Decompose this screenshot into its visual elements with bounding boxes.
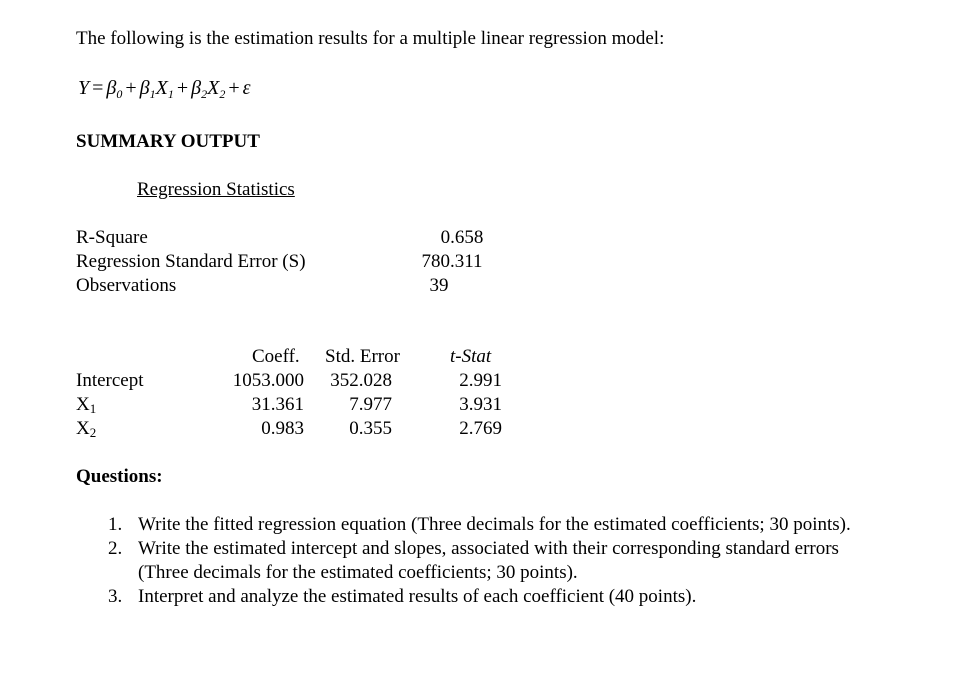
row-label-x1-sub: 1 [89, 401, 97, 416]
question-text: Write the estimated intercept and slopes, associated with their corresponding standard errors (Three decimals for the estimated coefficients; 30 points). [138, 538, 839, 583]
question-number: 2. [108, 538, 123, 559]
header-t-stat: t-Stat [450, 346, 492, 367]
questions-list [108, 513, 868, 609]
stat-label-observations: Observations [76, 275, 177, 296]
stat-value-r-square: 0.658 [440, 227, 484, 248]
eq-beta0-sub: 0 [116, 87, 123, 101]
eq-plus-3: + [228, 77, 240, 99]
question-item [108, 537, 868, 585]
intro-text: The following is the estimation results for a multiple linear regression model: [76, 28, 665, 49]
row-label-x2-sub: 2 [89, 425, 97, 440]
question-item [108, 513, 868, 537]
eq-x1-sub: 1 [167, 87, 174, 101]
eq-epsilon: ε [242, 77, 251, 99]
questions-title: Questions: [76, 466, 163, 487]
regression-statistics-title: Regression Statistics [137, 179, 295, 200]
eq-beta2: β [191, 77, 202, 99]
eq-equals: = [92, 77, 104, 99]
coeff-intercept: 1053.000 [232, 370, 304, 391]
eq-y: Y [78, 77, 90, 99]
row-label-intercept-text: Intercept [76, 370, 144, 391]
t-stat-x1: 3.931 [459, 394, 502, 415]
stat-label-std-error-text: Regression Standard Error (S) [76, 251, 306, 272]
stat-label-std-error [76, 250, 306, 274]
stat-value-observations: 39 [429, 275, 449, 296]
header-std-error: Std. Error [325, 346, 400, 367]
coeff-x2: 0.983 [261, 418, 304, 439]
row-label-x2-text: X [76, 418, 90, 439]
header-coeff: Coeff. [252, 346, 300, 367]
std-error-intercept: 352.028 [330, 370, 392, 391]
eq-x1: X [155, 77, 168, 99]
eq-x2-sub: 2 [219, 87, 226, 101]
stat-value-std-error: 780.311 [421, 251, 483, 272]
summary-title: SUMMARY OUTPUT [76, 131, 260, 152]
question-number: 3. [108, 586, 123, 607]
t-stat-intercept: 2.991 [459, 370, 502, 391]
row-label-x1-text: X [76, 394, 90, 415]
eq-beta1-sub: 1 [149, 87, 156, 101]
std-error-x2: 0.355 [349, 418, 392, 439]
eq-plus-2: + [176, 77, 189, 99]
row-label-x2 [76, 417, 96, 445]
eq-beta1: β [139, 77, 150, 99]
question-text: Write the fitted regression equation (Three decimals for the estimated coefficients; 30 points). [138, 514, 851, 535]
eq-beta2-sub: 2 [201, 87, 208, 101]
question-text: Interpret and analyze the estimated results of each coefficient (40 points). [138, 586, 697, 607]
t-stat-x2: 2.769 [459, 418, 502, 439]
std-error-x1: 7.977 [349, 394, 392, 415]
question-item [108, 585, 868, 609]
stat-label-r-square: R-Square [76, 227, 148, 248]
coeff-x1: 31.361 [251, 394, 304, 415]
eq-plus-1: + [125, 77, 137, 99]
eq-x2: X [207, 77, 220, 99]
eq-beta0: β [106, 77, 117, 99]
question-number: 1. [108, 514, 123, 535]
regression-equation [78, 76, 250, 106]
